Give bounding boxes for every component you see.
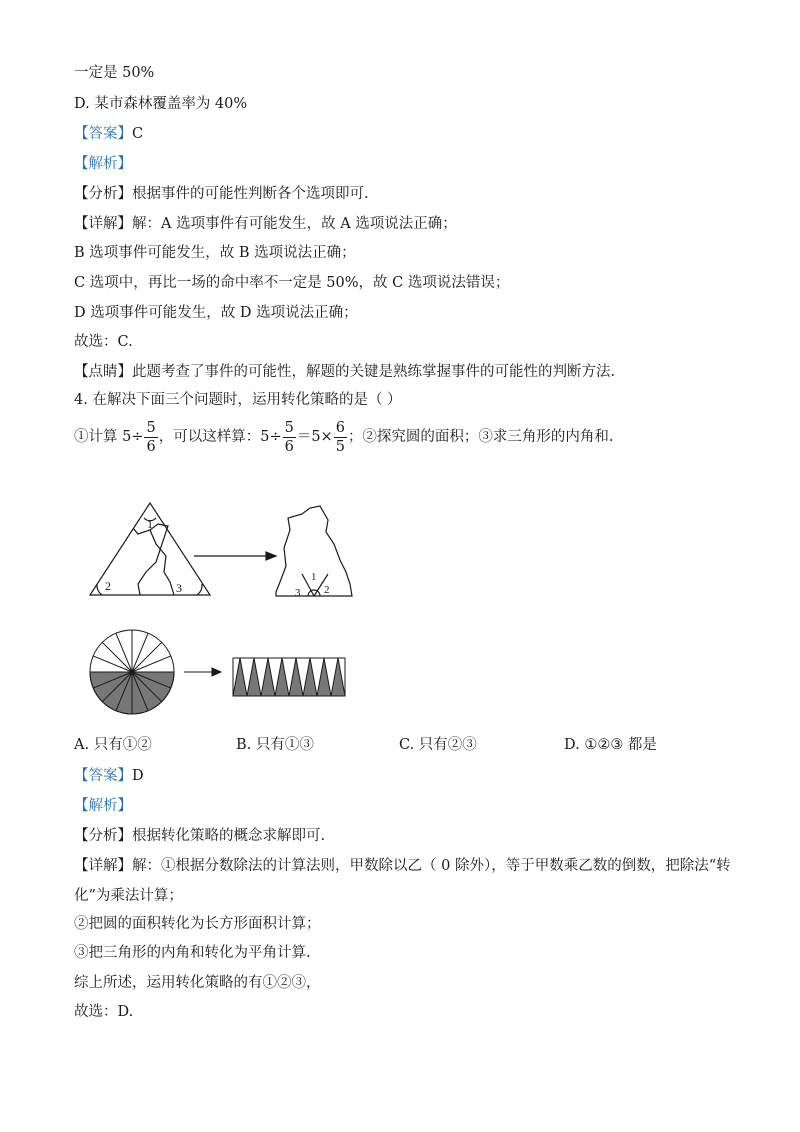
answer-tag-2: 【答案】 — [74, 768, 132, 784]
answer-2 — [74, 766, 144, 786]
detail-c: C 选项中，再比一场的命中率不一定是 50%，故 C 选项说法错误； — [74, 275, 510, 291]
strip-tooth — [331, 658, 345, 696]
comment-text: 此题考查了事件的可能性，解题的关键是熟练掌握事件的可能性的判断方法. — [132, 364, 616, 380]
answer-1 — [74, 124, 143, 144]
analysis-text: 根据事件的可能性判断各个选项即可. — [132, 186, 369, 202]
strip-tooth — [261, 658, 275, 696]
option-a[interactable]: A. 只有①② — [74, 737, 152, 753]
detail-2 — [74, 856, 731, 876]
comment-tag: 【点睛】 — [74, 364, 132, 380]
option-d[interactable]: D. ①②③ 都是 — [564, 737, 657, 753]
option-b[interactable]: B. 只有①③ — [236, 737, 314, 753]
answer-tag: 【答案】 — [74, 126, 132, 142]
circle-figure — [88, 628, 360, 716]
fraction-5-6-a: $\frac{5}{6}$ — [146, 419, 156, 455]
detail-b: B 选项事件可能发生，故 B 选项说法正确； — [74, 245, 356, 261]
angle-label-2: 2 — [105, 579, 111, 593]
comment-1 — [74, 362, 615, 382]
strip-tooth — [233, 658, 247, 696]
tear-line-2 — [150, 530, 174, 595]
triangle-figure — [88, 500, 368, 605]
option-c[interactable]: C. 只有②③ — [399, 737, 477, 753]
detail-tag: 【详解】 — [74, 216, 132, 232]
strip-tooth — [275, 658, 289, 696]
detail-2-cont: 化”为乘法计算； — [74, 888, 183, 904]
q4-part-c: ＝5× — [296, 429, 333, 445]
detail-text-2: 解：①根据分数除法的计算法则，甲数除以乙（ 0 除外），等于甲数乘乙数的倒数，把除法“转 — [132, 858, 731, 874]
detail-d: D 选项事件可能发生，故 D 选项说法正确； — [74, 305, 358, 321]
angle-label-3: 3 — [176, 581, 182, 595]
question-4-body — [74, 418, 614, 456]
strip-tooth — [317, 658, 331, 696]
q4-part-a: ①计算 5÷ — [74, 429, 144, 445]
analysis-tag-2: 【分析】 — [74, 828, 132, 844]
fraction-6-5: $\frac{6}{5}$ — [335, 419, 345, 455]
detail-1 — [74, 214, 457, 234]
summary: 综上所述，运用转化策略的有①②③， — [74, 975, 321, 991]
choose-1: 故选：C. — [74, 334, 133, 350]
answer-value-2: D — [132, 768, 144, 784]
q4-part-b: ，可以这样算：5÷ — [158, 429, 282, 445]
line-1: 一定是 50% — [74, 65, 155, 81]
step-3: ③把三角形的内角和转化为平角计算. — [74, 945, 311, 961]
strip-tooth — [247, 658, 261, 696]
analysis-1 — [74, 184, 369, 204]
angle-label-2b: 2 — [324, 584, 330, 596]
analysis-tag: 【分析】 — [74, 186, 132, 202]
analysis-text-2: 根据转化策略的概念求解即可. — [132, 828, 326, 844]
angle-label-3b: 3 — [295, 587, 301, 599]
option-d-prev: D. 某市森林覆盖率为 40% — [74, 96, 248, 112]
options — [74, 734, 734, 756]
detail-text: 解：A 选项事件有可能发生，故 A 选项说法正确； — [132, 216, 457, 232]
circle-spoke — [102, 642, 132, 672]
analysis-heading-2: 【解析】 — [74, 798, 132, 814]
circle-spoke — [132, 642, 162, 672]
analysis-heading-1: 【解析】 — [74, 156, 132, 172]
tear-line — [133, 524, 168, 595]
circle-sectors — [90, 630, 345, 714]
fraction-5-6-b: $\frac{5}{6}$ — [284, 419, 294, 455]
answer-value: C — [132, 126, 144, 142]
question-4: 4. 在解决下面三个问题时，运用转化策略的是（ ） — [74, 392, 402, 408]
angle-label-1: 1 — [147, 517, 153, 531]
detail-tag-2: 【详解】 — [74, 858, 132, 874]
choose-2: 故选：D. — [74, 1004, 134, 1020]
q4-part-d: ；②探究圆的面积；③求三角形的内角和. — [347, 429, 614, 445]
step-2: ②把圆的面积转化为长方形面积计算； — [74, 916, 321, 932]
angle-label-1b: 1 — [311, 571, 317, 583]
strip-tooth — [289, 658, 303, 696]
analysis-2 — [74, 826, 325, 846]
strip-tooth — [303, 658, 317, 696]
